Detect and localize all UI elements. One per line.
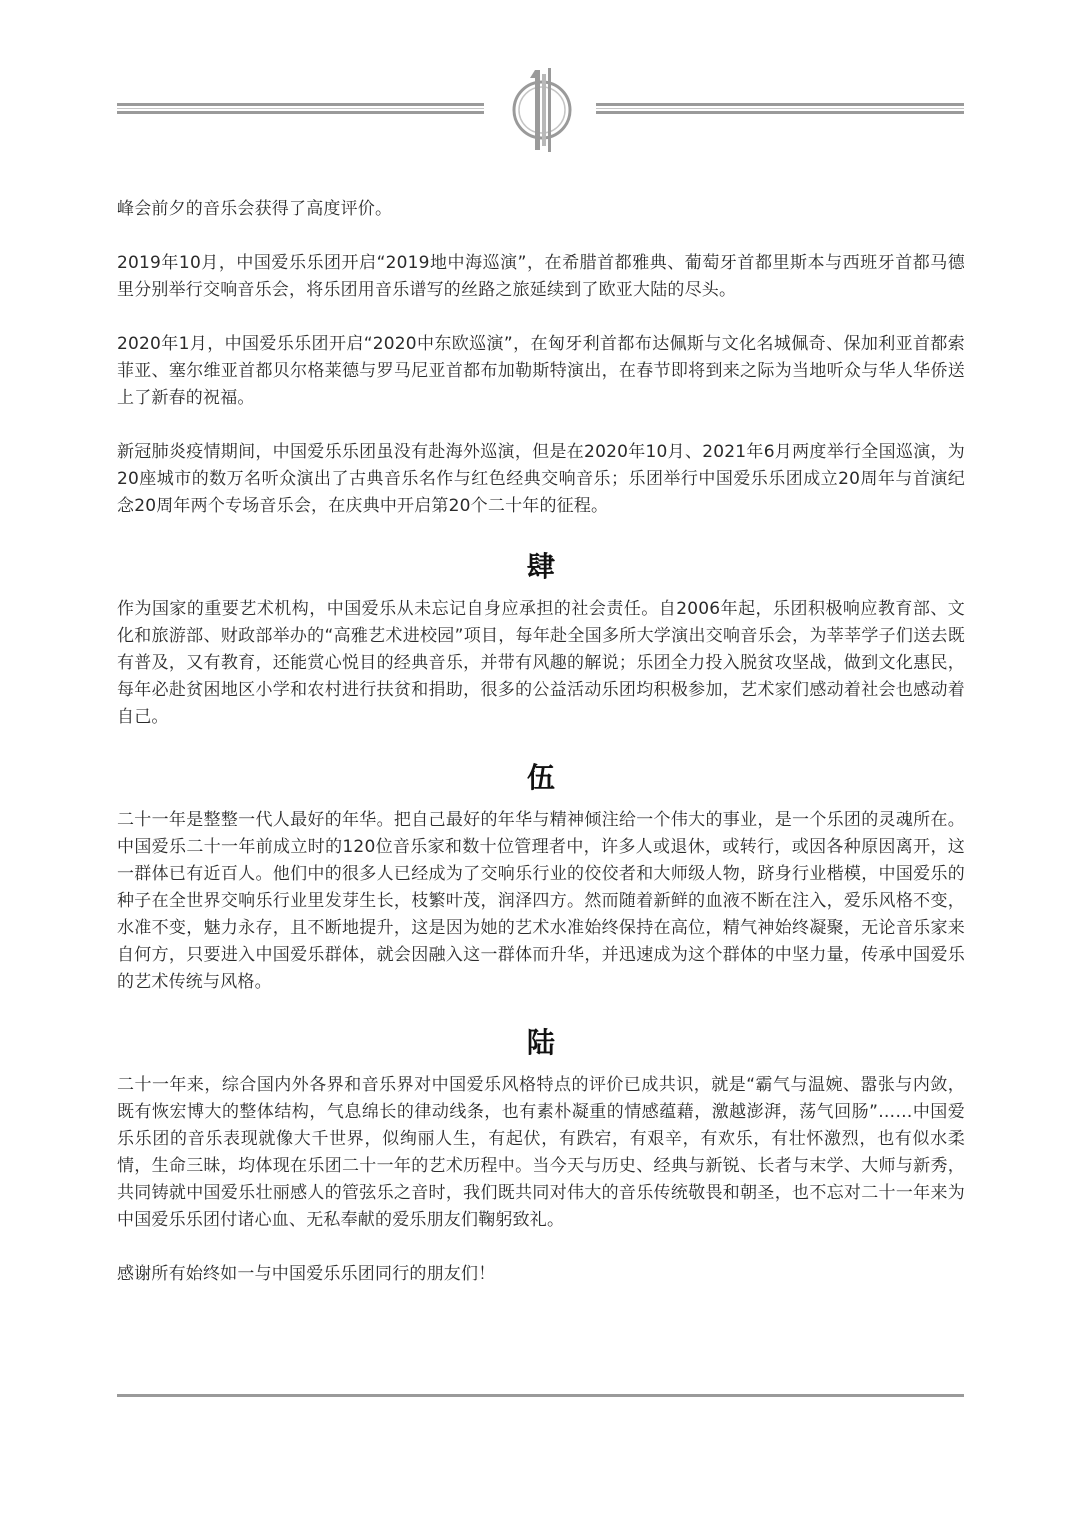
paragraph-social-responsibility: 作为国家的重要艺术机构，中国爱乐从未忘记自身应承担的社会责任。自2006年起，乐团积极响应教育部、文化和旅游部、财政部举办的“高雅艺术进校园”项目，每年赴全国多所大学演出交响音乐会，为莘莘学子们送去既有普及，又有教育，还能赏心悦目的经典音乐，并带有风趣的解说；乐团全力投入脱贫攻坚战，做到文化惠民，每年必赴贫困地区小学和农村进行扶贫和捐助，很多的公益活动乐团均积极参加，艺术家们感动着社会也感动着自己。 xyxy=(117,599,965,727)
paragraph-summit-concert: 峰会前夕的音乐会获得了高度评价。 xyxy=(117,199,393,219)
section-heading-four: 肆 xyxy=(526,550,556,583)
document-body xyxy=(117,196,965,1315)
footer-rule xyxy=(117,1394,964,1397)
paragraph-pandemic-national-tour: 新冠肺炎疫情期间，中国爱乐乐团虽没有赴海外巡演，但是在2020年10月、2021年6月两度举行全国巡演，为20座城市的数万名听众演出了古典音乐名作与红色经典交响音乐；乐团举行中国爱乐乐团成立20周年与首演纪念20周年两个专场音乐会，在庆典中开启第20个二十年的征程。 xyxy=(117,442,965,516)
header-rule-left xyxy=(117,103,484,114)
paragraph-style-consensus: 二十一年来，综合国内外各界和音乐界对中国爱乐风格特点的评价已成共识，就是“霸气与温婉、嚣张与内敛，既有恢宏博大的整体结构，气息绵长的律动线条，也有素朴凝重的情感蕴藉，激越澎湃，荡气回肠”……中国爱乐乐团的音乐表现就像大千世界，似绚丽人生，有起伏，有跌宕，有艰辛，有欢乐，有壮怀激烈，也有似水柔情，生命三昧，均体现在乐团二十一年的艺术历程中。当今天与历史、经典与新锐、长者与末学、大师与新秀，共同铸就中国爱乐壮丽感人的管弦乐之音时，我们既共同对伟大的音乐传统敬畏和朝圣，也不忘对二十一年来为中国爱乐乐团付诸心血、无私奉献的爱乐朋友们鞠躬致礼。 xyxy=(117,1075,965,1230)
section-heading-five: 伍 xyxy=(526,761,556,794)
section-heading-six: 陆 xyxy=(526,1026,556,1059)
paragraph-central-eastern-europe-tour: 2020年1月，中国爱乐乐团开启“2020中东欧巡演”，在匈牙利首都布达佩斯与文化名城佩奇、保加利亚首都索菲亚、塞尔维亚首都贝尔格莱德与罗马尼亚首都布加勒斯特演出，在春节即将到来之际为当地听众与华人华侨送上了新春的祝福。 xyxy=(117,334,965,408)
paragraph-thanks: 感谢所有始终如一与中国爱乐乐团同行的朋友们！ xyxy=(117,1264,496,1284)
paragraph-generation: 二十一年是整整一代人最好的年华。把自己最好的年华与精神倾注给一个伟大的事业，是一个乐团的灵魂所在。中国爱乐二十一年前成立时的120位音乐家和数十位管理者中，许多人或退休，或转行，或因各种原因离开，这一群体已有近百人。他们中的很多人已经成为了交响乐行业的佼佼者和大师级人物，跻身行业楷模，中国爱乐的种子在全世界交响乐行业里发芽生长，枝繁叶茂，润泽四方。然而随着新鲜的血液不断在注入，爱乐风格不变，水准不变，魅力永存，且不断地提升，这是因为她的艺术水准始终保持在高位，精气神始终凝聚，无论音乐家来自何方，只要进入中国爱乐群体，就会因融入这一群体而升华，并迅速成为这个群体的中坚力量，传承中国爱乐的艺术传统与风格。 xyxy=(117,810,965,992)
header-rule-right xyxy=(596,103,964,114)
orchestra-logo-emblem-icon xyxy=(496,60,588,156)
paragraph-mediterranean-tour: 2019年10月，中国爱乐乐团开启“2019地中海巡演”，在希腊首都雅典、葡萄牙首都里斯本与西班牙首都马德里分别举行交响音乐会，将乐团用音乐谱写的丝路之旅延续到了欧亚大陆的尽头。 xyxy=(117,253,965,300)
